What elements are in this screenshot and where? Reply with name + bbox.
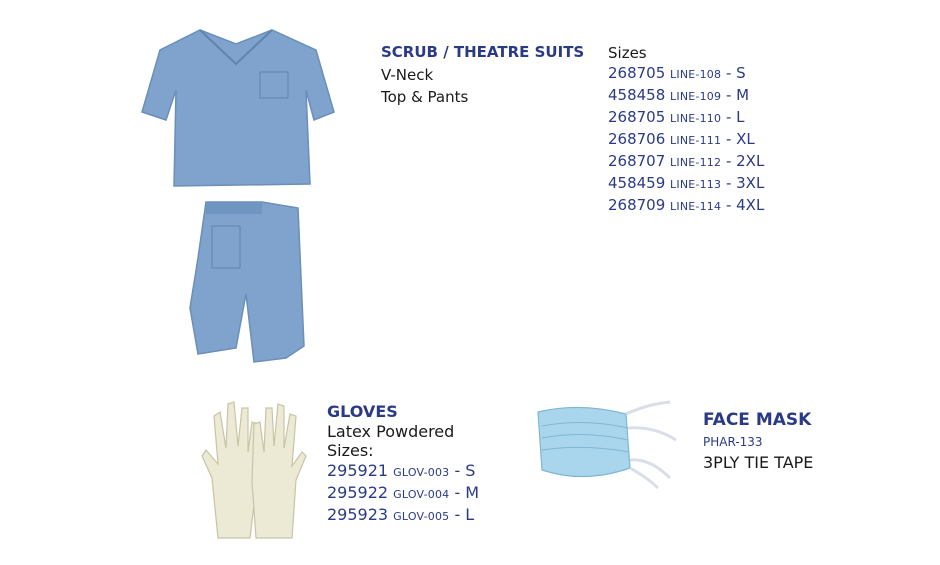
item-code: LINE-112 (670, 156, 722, 169)
item-code: LINE-108 (670, 68, 722, 81)
item-size: - M (454, 483, 480, 502)
gloves-desc: Latex Powdered (327, 422, 455, 441)
scrub-title: SCRUB / THEATRE SUITS (381, 43, 585, 61)
list-item (327, 461, 479, 483)
item-number: 295922 (327, 483, 389, 502)
list-item (327, 483, 479, 505)
item-size: - S (725, 64, 746, 82)
item-number: 295921 (327, 461, 389, 480)
item-size: - 3XL (725, 174, 765, 192)
scrub-pants-image (178, 198, 318, 363)
item-number: 458459 (608, 174, 666, 192)
item-size: - S (454, 461, 476, 480)
mask-code: PHAR-133 (703, 435, 763, 449)
mask-title: FACE MASK (703, 410, 812, 430)
scrub-top-image (138, 20, 338, 190)
item-size: - 2XL (725, 152, 765, 170)
item-number: 268705 (608, 108, 666, 126)
item-number: 458458 (608, 86, 666, 104)
list-item (608, 129, 764, 151)
mask-desc: 3PLY TIE TAPE (703, 453, 814, 472)
item-size: - L (454, 505, 475, 524)
item-code: GLOV-005 (393, 510, 450, 523)
list-item (608, 63, 764, 85)
item-size: - XL (725, 130, 755, 148)
item-number: 268705 (608, 64, 666, 82)
item-code: LINE-111 (670, 134, 722, 147)
item-code: LINE-110 (670, 112, 722, 125)
item-number: 268707 (608, 152, 666, 170)
face-mask-image (530, 398, 680, 490)
item-code: LINE-109 (670, 90, 722, 103)
item-size: - 4XL (725, 196, 765, 214)
list-item (608, 85, 764, 107)
item-size: - M (725, 86, 750, 104)
scrub-desc-neck: V-Neck (381, 66, 434, 84)
list-item (608, 195, 764, 217)
gloves-image (198, 398, 308, 543)
item-code: GLOV-003 (393, 466, 450, 479)
gloves-title: GLOVES (327, 402, 398, 421)
scrub-size-list (608, 63, 764, 217)
item-number: 295923 (327, 505, 389, 524)
item-code: LINE-113 (670, 178, 722, 191)
item-code: LINE-114 (670, 200, 722, 213)
gloves-sizes-label: Sizes: (327, 441, 374, 460)
scrub-sizes-label: Sizes (608, 44, 647, 62)
list-item (608, 107, 764, 129)
list-item (608, 173, 764, 195)
list-item (327, 505, 479, 527)
item-code: GLOV-004 (393, 488, 450, 501)
item-size: - L (725, 108, 745, 126)
item-number: 268709 (608, 196, 666, 214)
list-item (608, 151, 764, 173)
gloves-size-list (327, 461, 479, 527)
item-number: 268706 (608, 130, 666, 148)
scrub-desc-set: Top & Pants (381, 88, 469, 106)
